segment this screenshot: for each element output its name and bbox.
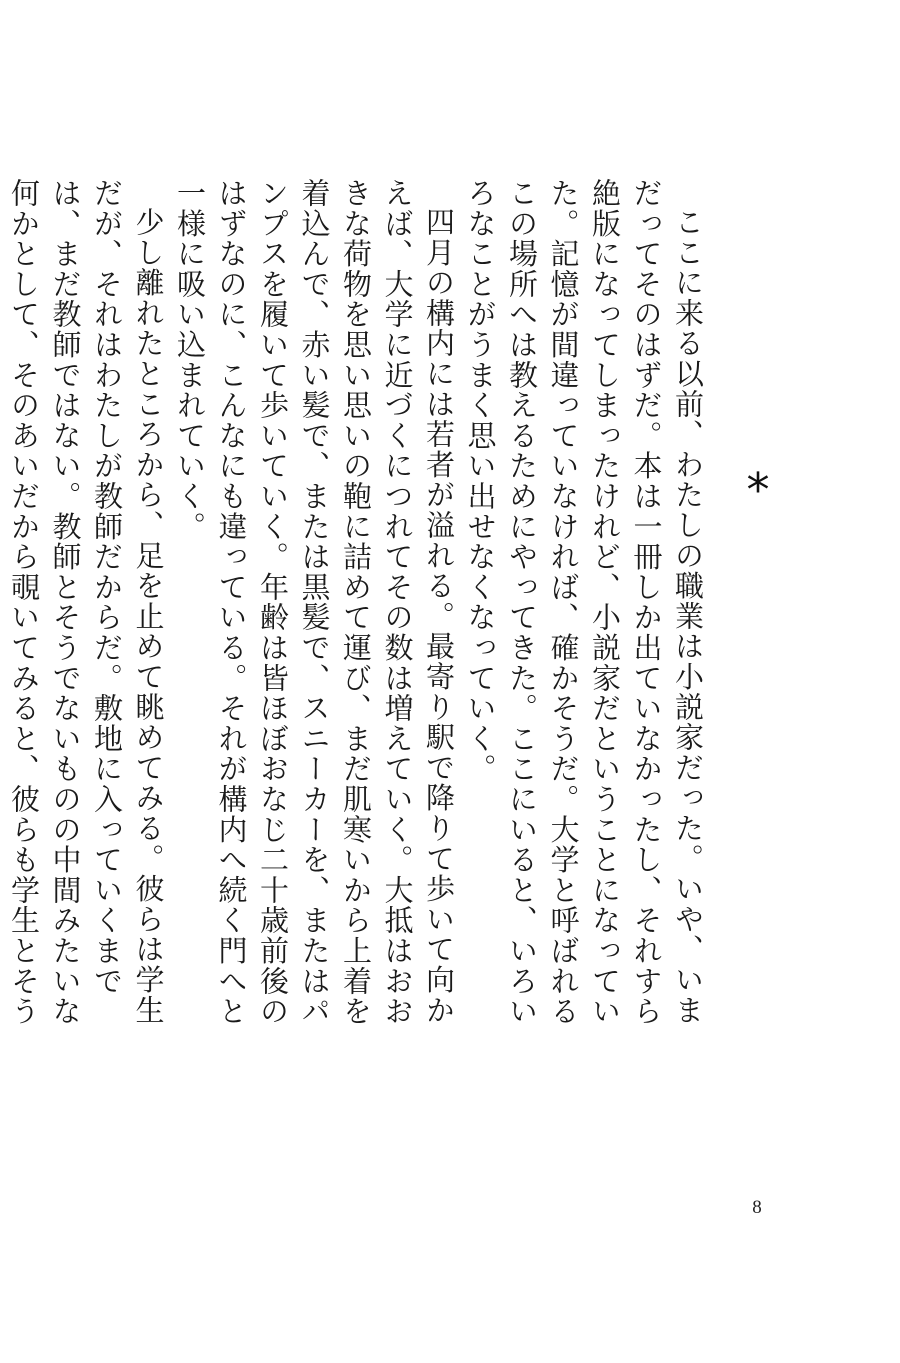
paragraph-3: 少し離れたところから、足を止めて眺めてみる。彼らは学生だが、それはわたしが教師だからだ。敷地に入っていくまでは、まだ教師ではない。教師とそうでないものの中間みたいな何かとして、そのあいだから覗いてみると、彼らも学生とそう: [7, 178, 166, 1027]
paragraph-1: ここに来る以前、わたしの職業は小説家だった。いや、いまだってそのはずだ。本は一冊しか出ていなかったし、それすら絶版になってしまったけれど、小説家だということになっていた。記憶が間違っていなければ、確かそうだ。大学と呼ばれるこの場所へは教えるためにやってきた。ここにいると、いろいろなことがうまく思い出せなくなっていく。: [463, 178, 705, 1027]
body-text: [7, 178, 708, 1038]
section-separator: *: [746, 463, 770, 517]
paragraph-2: 四月の構内には若者が溢れる。最寄り駅で降りて歩いて向かえば、大学に近づくにつれてその数は増えていく。大抵はおおきな荷物を思い思いの鞄に詰めて運び、まだ肌寒いから上着を着込んで、赤い髪で、または黒髪で、スニーカーを、またはパンプスを履いて歩いていく。年齢は皆ほぼおなじ二十歳前後のはずなのに、こんなにも違っている。それが構内へ続く門へと一様に吸い込まれていく。: [173, 178, 456, 1027]
page-number: 8: [752, 1197, 762, 1218]
